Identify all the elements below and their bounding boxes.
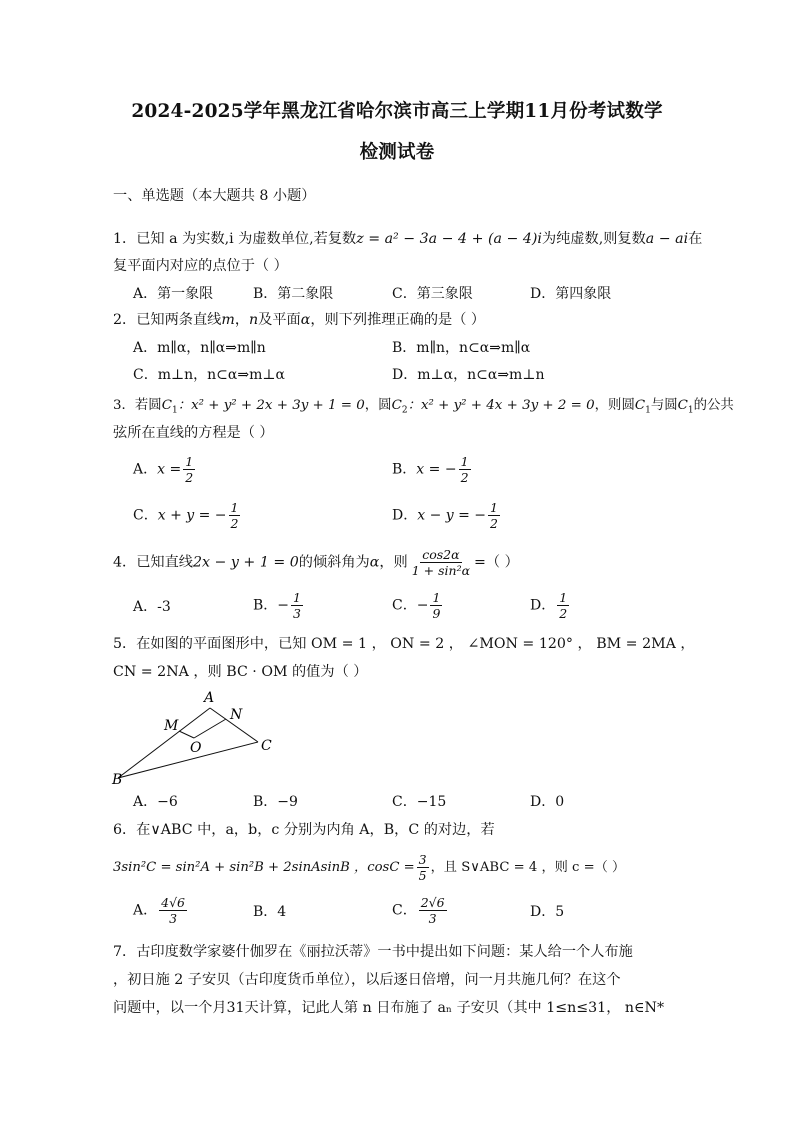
q3-option-d-label: D． <box>392 507 418 524</box>
q3-option-a-frac <box>183 454 195 485</box>
q4-option-b-frac <box>291 590 303 621</box>
q4-option-b-den: 3 <box>293 606 301 621</box>
q4-option-c[interactable] <box>392 590 444 621</box>
label-c: C <box>261 738 272 754</box>
q3-option-c[interactable] <box>133 500 242 531</box>
q4-line1 <box>113 547 519 578</box>
section-heading: 一、单选题（本大题共 8 小题） <box>113 188 316 204</box>
q1-text-b: 为纯虚数,则复数 <box>541 231 646 247</box>
q3-text-a: 3．若圆 <box>113 398 162 413</box>
q2-n: n <box>249 312 259 328</box>
document-title-line2: 检测试卷 <box>359 142 435 163</box>
segment-on <box>194 719 226 738</box>
label-m: M <box>164 718 179 734</box>
q4-text-b: 的倾斜角为 <box>298 554 370 571</box>
q3-option-b-label: B． <box>392 461 417 478</box>
q6-line1: 6．在∨ABC 中，a，b，c 分别为内角 A，B，C 的对边，若 <box>113 822 495 838</box>
q2-alpha: α <box>300 312 311 328</box>
q2-option-d[interactable]: D．m⊥α，n⊂α⇒m⊥n <box>392 367 545 383</box>
q3-text-d: 的公共 <box>693 398 734 413</box>
label-o: O <box>190 740 202 756</box>
q5-line1: 5．在如图的平面图形中，已知 OM = 1 ， ON = 2 ， ∠MON = 120° ， BM = 2MA ， <box>113 636 695 652</box>
q4-option-d-num: 1 <box>559 590 568 605</box>
q4-line-eq: 2x − y + 1 = 0 <box>192 554 299 571</box>
label-a: A <box>204 690 215 706</box>
q4-option-b-num: 1 <box>293 590 301 605</box>
document-title-line1: 2024-2025学年黑龙江省哈尔滨市高三上学期11月份考试数学 <box>131 101 663 122</box>
q4-option-b-label: B． <box>253 597 278 614</box>
q6-option-c[interactable] <box>392 895 449 926</box>
q4-frac <box>410 547 472 578</box>
q3-option-c-lhs: x + y = − <box>157 507 227 524</box>
q3-option-c-den: 2 <box>230 516 239 531</box>
q6-option-a-num: 4√6 <box>161 895 185 910</box>
q4-alpha: α <box>369 554 380 571</box>
q4-text-c: ，则 <box>379 554 408 571</box>
q3-eq2: ：x² + y² + 4x + 3y + 2 = 0 <box>407 398 595 413</box>
q3-mid: ，圆 <box>364 398 392 413</box>
q4-text-d: =（ ） <box>474 554 519 571</box>
q4-option-d-den: 2 <box>559 606 568 621</box>
q3-c2-ref: C <box>677 398 688 413</box>
q5-option-d[interactable]: D．0 <box>530 794 565 810</box>
q4-option-c-num: 1 <box>432 590 441 605</box>
q3-text-b: ，则圆 <box>594 398 635 413</box>
q4-option-c-frac <box>430 590 442 621</box>
q5-option-b[interactable]: B．−9 <box>253 794 298 810</box>
q2-text2: 及平面 <box>258 312 301 328</box>
q3-option-b-den: 2 <box>460 470 469 485</box>
q3-c2: C <box>391 398 402 413</box>
q3-c1-ref-sub: 1 <box>645 405 651 416</box>
q6-tail: ，且 S∨ABC = 4 ，则 c =（ ） <box>430 860 626 875</box>
q3-option-b-lhs: x = − <box>416 461 457 478</box>
q1-option-c[interactable]: C．第三象限 <box>392 286 473 302</box>
q5-option-c[interactable]: C．−15 <box>392 794 447 810</box>
q4-frac-den: 1 + sin²α <box>411 563 471 578</box>
q3-text-c: 与圆 <box>650 398 678 413</box>
q3-option-b-frac <box>459 454 471 485</box>
q4-option-c-den: 9 <box>432 606 441 621</box>
q4-option-d-label: D． <box>530 597 556 614</box>
segment-om <box>179 731 194 738</box>
q3-c1: C <box>161 398 172 413</box>
q3-option-d-num: 1 <box>490 500 498 515</box>
q3-option-a-num: 1 <box>185 454 194 469</box>
q6-cos-frac <box>417 852 429 883</box>
q3-option-a-lhs: x = <box>157 461 182 478</box>
q4-option-d-frac <box>557 590 569 621</box>
q4-option-a[interactable]: A．-3 <box>133 599 171 615</box>
q4-option-b[interactable] <box>253 590 305 621</box>
q7-line3: 问题中，以一个月31天计算，记此人第 n 日布施了 aₙ 子安贝（其中 1≤n≤31， n∈N* <box>113 1000 665 1016</box>
q3-option-d-frac <box>488 500 500 531</box>
q1-line1 <box>113 229 702 249</box>
q6-eq: 3sin²C = sin²A + sin²B + 2sinAsinB ， <box>113 860 368 875</box>
q3-option-a[interactable] <box>133 454 197 485</box>
q6-cos-num: 3 <box>418 852 427 867</box>
q7-line1: 7．古印度数学家婆什伽罗在《丽拉沃蒂》一书中提出如下问题：某人给一个人布施 <box>113 944 633 960</box>
q6-option-c-frac <box>419 895 447 926</box>
q1-math: z = a² − 3a − 4 + (a − 4)i <box>356 231 542 247</box>
q2-option-c[interactable]: C．m⊥n，n⊂α⇒m⊥α <box>133 367 285 383</box>
q6-line2 <box>113 852 625 883</box>
q3-line1 <box>113 396 734 421</box>
q6-option-c-label: C． <box>392 902 417 919</box>
q6-cos-den: 5 <box>418 868 427 883</box>
q1-line2: 复平面内对应的点位于（ ） <box>113 258 288 274</box>
q3-option-b[interactable] <box>392 454 473 485</box>
q3-c2-ref-sub: 1 <box>687 405 694 416</box>
q3-option-c-label: C． <box>133 507 158 524</box>
q2-option-b[interactable]: B．m∥n，n⊂α⇒m∥α <box>392 340 531 356</box>
q6-option-a-frac <box>159 895 187 926</box>
q1-math2: a − ai <box>645 231 689 247</box>
q1-text-a: 1．已知 a 为实数,i 为虚数单位,若复数 <box>113 231 357 247</box>
q3-c2-sub: 2 <box>401 405 408 416</box>
q2-text3: ，则下列推理正确的是（ ） <box>310 312 486 328</box>
q5-option-a[interactable]: A．−6 <box>133 794 178 810</box>
q2-text: 2．已知两条直线 <box>113 312 222 328</box>
q3-option-d-lhs: x − y = − <box>417 507 487 524</box>
q5-figure <box>108 686 288 786</box>
q3-eq1: ：x² + y² + 2x + 3y + 1 = 0 <box>177 398 365 413</box>
q7-line2: ，初日施 2 子安贝（古印度货币单位），以后逐日倍增，问一月共施几何？在这个 <box>113 972 621 988</box>
q1-option-b[interactable]: B．第二象限 <box>253 286 334 302</box>
q1-option-a[interactable]: A．第一象限 <box>133 286 214 302</box>
q1-text-c: 在 <box>688 231 703 247</box>
q6-option-a-label: A． <box>133 902 158 919</box>
q6-option-d[interactable]: D．5 <box>530 904 565 920</box>
q3-option-b-num: 1 <box>460 454 469 469</box>
q3-option-a-den: 2 <box>185 470 194 485</box>
label-b: B <box>112 772 123 786</box>
q2-m: m <box>221 312 235 328</box>
q3-c1-ref: C <box>634 398 646 413</box>
q6-option-a-den: 3 <box>169 911 178 926</box>
q3-line2: 弦所在直线的方程是（ ） <box>113 425 274 441</box>
q3-option-c-frac <box>229 500 241 531</box>
q2-sep: ， <box>234 312 250 328</box>
q2-line1 <box>113 310 485 330</box>
q4-option-d[interactable] <box>530 590 571 621</box>
q3-c1-sub: 1 <box>171 405 178 416</box>
segment-bc <box>118 742 258 778</box>
q3-option-d-den: 2 <box>490 516 498 531</box>
q3-option-c-num: 1 <box>230 500 239 515</box>
q6-option-b[interactable]: B．4 <box>253 904 287 920</box>
q3-option-d[interactable] <box>392 500 502 531</box>
q3-option-a-label: A． <box>133 461 158 478</box>
q4-frac-num: cos2α <box>422 547 460 562</box>
q4-option-c-sign: − <box>416 597 429 614</box>
q6-option-c-num: 2√6 <box>420 895 445 910</box>
q4-option-b-sign: − <box>277 597 290 614</box>
q5-line2: CN = 2NA ，则 BC · OM 的值为（ ） <box>113 664 368 680</box>
label-n: N <box>230 707 243 723</box>
q4-option-c-label: C． <box>392 597 417 614</box>
q1-option-d[interactable]: D．第四象限 <box>530 286 612 302</box>
q6-option-c-den: 3 <box>428 911 437 926</box>
q6-option-a[interactable] <box>133 895 189 926</box>
q2-option-a[interactable]: A．m∥α，n∥α⇒m∥n <box>133 340 266 356</box>
q4-text-a: 4．已知直线 <box>113 554 193 571</box>
q6-cos-lhs: cosC = <box>367 860 415 875</box>
